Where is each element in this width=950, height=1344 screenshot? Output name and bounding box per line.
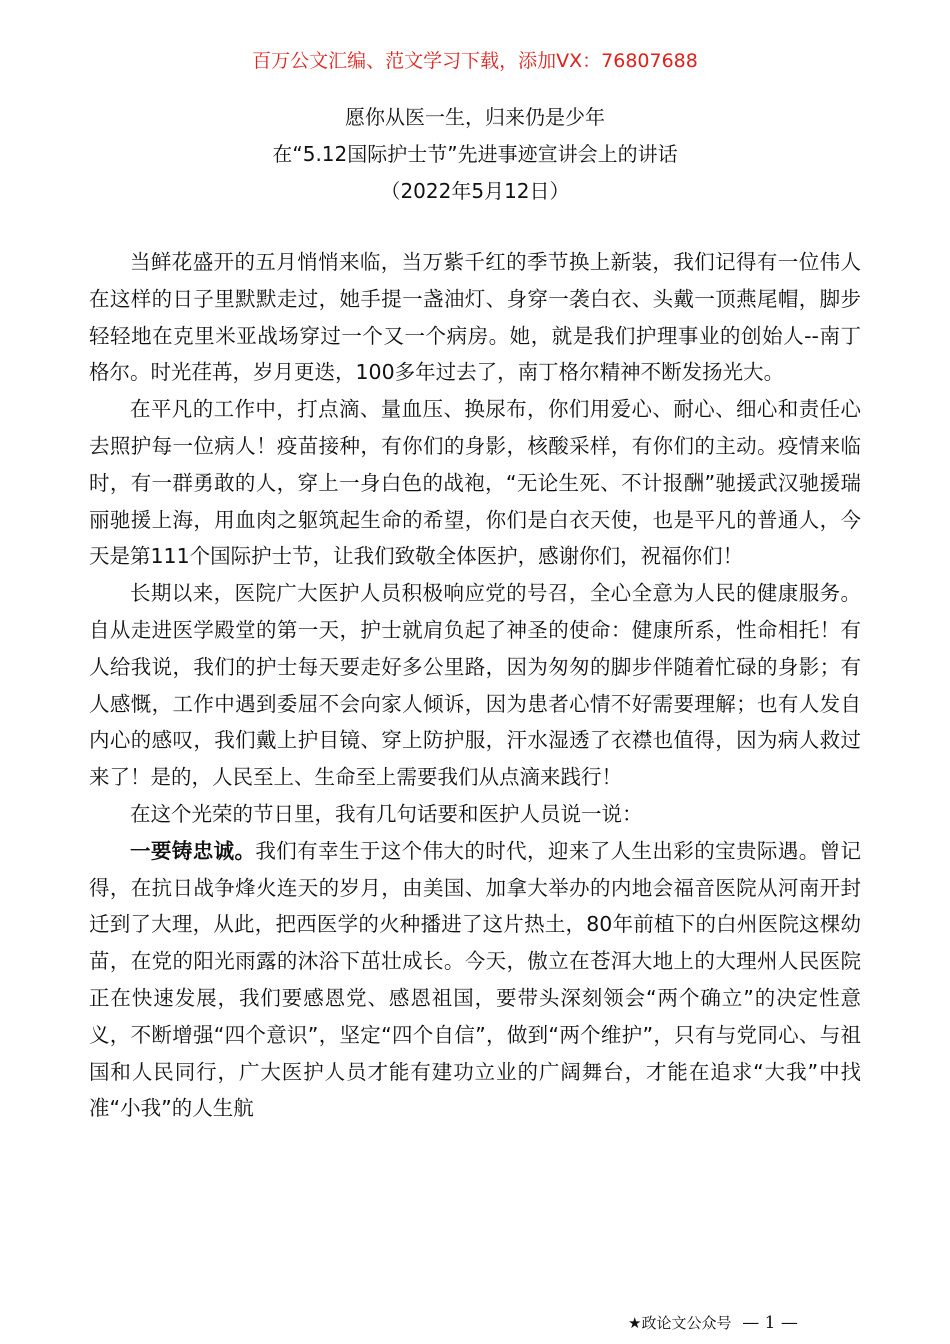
header-banner: 百万公文汇编、范文学习下载，添加VX：76807688 (252, 50, 698, 72)
page-number: — 1 — (742, 1313, 798, 1333)
document-body (89, 244, 861, 1127)
footer-source: ★政论文公众号 (628, 1314, 732, 1332)
paragraph-3: 长期以来，医院广大医护人员积极响应党的号召，全心全意为人民的健康服务。自从走进医学殿堂的第一天，护士就肩负起了神圣的使命：健康所系，性命相托！有人给我说，我们的护士每天要走好多公里路，因为匆匆的脚步伴随着忙碌的身影；有人感慨，工作中遇到委屈不会向家人倾诉，因为患者心情不好需要理解；也有人发自内心的感叹，我们戴上护目镜、穿上防护服，汗水湿透了衣襟也值得，因为病人救过来了！是的，人民至上、生命至上需要我们从点滴来践行！ (89, 581, 861, 790)
paragraph-4: 在这个光荣的节日里，我有几句话要和医护人员说一说： (130, 801, 643, 826)
document-subtitle: 在“5.12国际护士节”先进事迹宣讲会上的讲话 (272, 142, 678, 166)
page-footer (628, 1312, 798, 1334)
document-title: 愿你从医一生，归来仍是少年 (345, 105, 605, 129)
paragraph-5-heading: 一要铸忠诚。 (130, 838, 256, 863)
title-block (0, 99, 950, 210)
document-date: （2022年5月12日） (380, 179, 570, 203)
paragraph-5 (89, 833, 861, 1127)
paragraph-1: 当鲜花盛开的五月悄悄来临，当万紫千红的季节换上新装，我们记得有一位伟人在这样的日子里默默走过，她手提一盏油灯、身穿一袭白衣、头戴一顶燕尾帽，脚步轻轻地在克里米亚战场穿过一个又一个病房。她，就是我们护理事业的创始人--南丁格尔。时光荏苒，岁月更迭，100多年过去了，南丁格尔精神不断发扬光大。 (89, 250, 861, 385)
paragraph-5-text: 我们有幸生于这个伟大的时代，迎来了人生出彩的宝贵际遇。曾记得，在抗日战争烽火连天的岁月，由美国、加拿大举办的内地会福音医院从河南开封迁到了大理，从此，把西医学的火种播进了这片热土，80年前植下的白州医院这棵幼苗，在党的阳光雨露的沐浴下茁壮成长。今天，傲立在苍洱大地上的大理州人民医院正在快速发展，我们要感恩党、感恩祖国，要带头深刻领会“两个确立”的决定性意义，不断增强“四个意识”，坚定“四个自信”，做到“两个维护”，只有与党同心、与祖国和人民同行，广大医护人员才能有建功立业的广阔舞台，才能在追求“大我”中找准“小我”的人生航 (89, 838, 862, 1121)
paragraph-2: 在平凡的工作中，打点滴、量血压、换尿布，你们用爱心、耐心、细心和责任心去照护每一位病人！疫苗接种，有你们的身影，核酸采样，有你们的主动。疫情来临时，有一群勇敢的人，穿上一身白色的战袍，“无论生死、不计报酬”驰援武汉驰援瑞丽驰援上海，用血肉之躯筑起生命的希望，你们是白衣天使，也是平凡的普通人，今天是第111个国际护士节，让我们致敬全体医护，感谢你们，祝福你们！ (89, 397, 861, 569)
